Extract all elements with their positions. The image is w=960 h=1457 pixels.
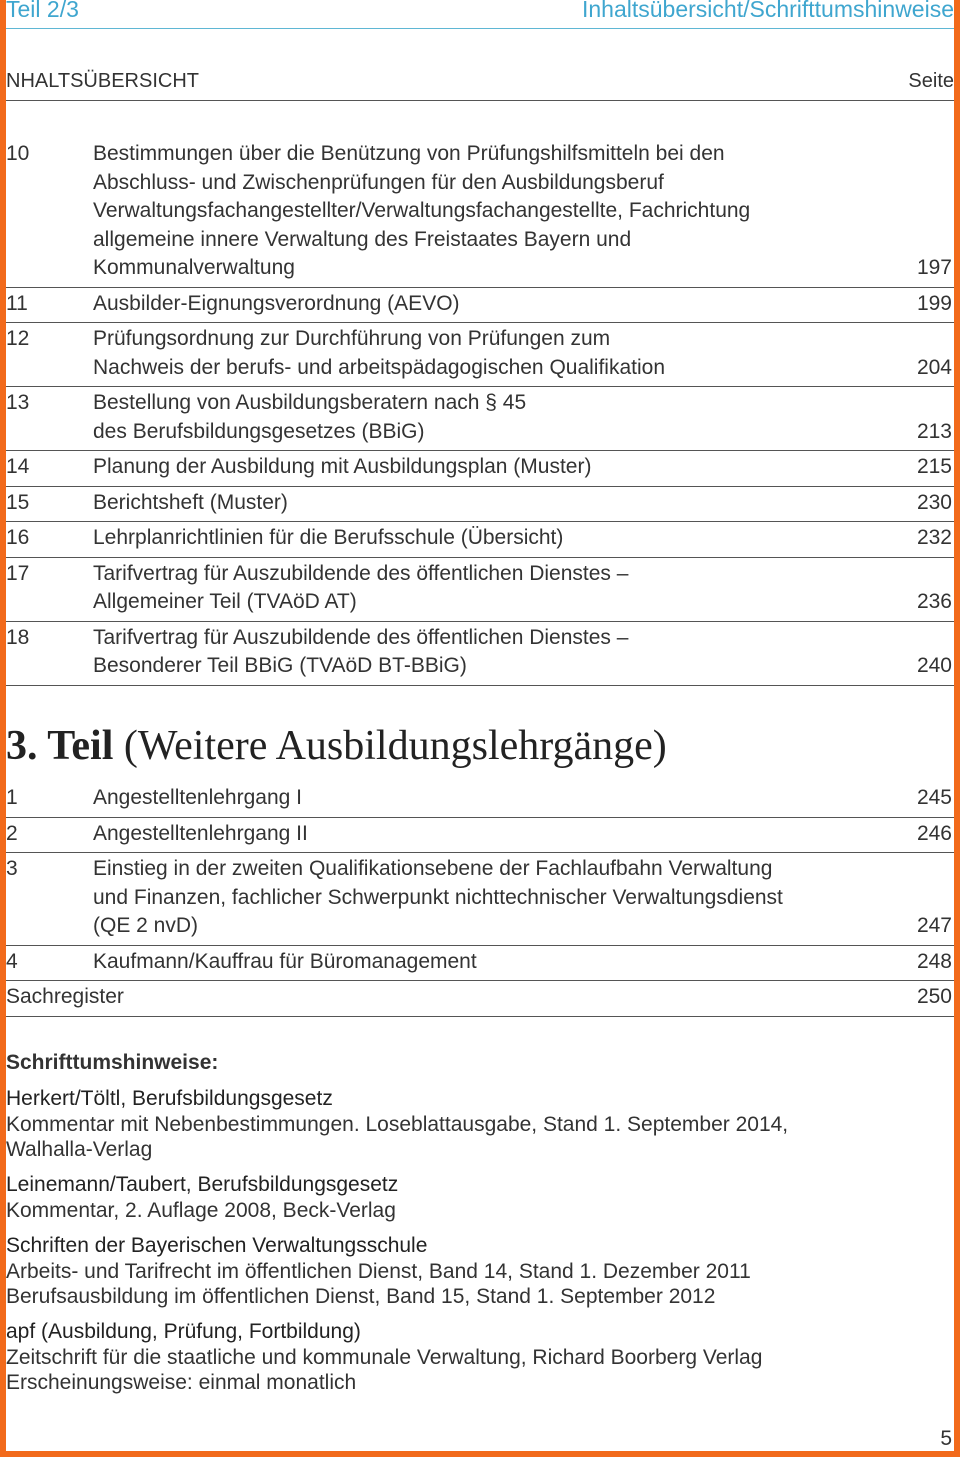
toc-entry-page: 215	[916, 455, 952, 478]
reference-item	[6, 1086, 954, 1162]
toc-row	[6, 487, 954, 523]
references-section	[6, 1050, 954, 1405]
reference-line: Berufsausbildung im öffentlichen Dienst, Band 15, Stand 1. September 2012	[6, 1285, 716, 1308]
toc-entry-line: Kaufmann/Kauffrau für Büromanagement	[93, 949, 477, 973]
toc-page-column-label: Seite	[908, 70, 954, 92]
toc-entry-line: Verwaltungsfachangestellter/Verwaltungsfachangestellte, Fachrichtung	[93, 199, 751, 222]
reference-title: Herkert/Töltl, Berufsbildungsgesetz	[6, 1087, 333, 1110]
toc-entry-line: Einstieg in der zweiten Qualifikationsebene der Fachlaufbahn Verwaltung	[93, 857, 773, 880]
reference-title: apf (Ausbildung, Prüfung, Fortbildung)	[6, 1320, 361, 1343]
toc-entry-line: Kommunalverwaltung	[93, 256, 295, 279]
toc-row	[6, 288, 954, 324]
toc-row	[6, 522, 954, 558]
header-right: Inhaltsübersicht/Schrifttumshinweise	[582, 0, 954, 22]
toc-entry-title	[93, 560, 884, 617]
toc-entry-number: 18	[6, 625, 30, 649]
toc-entry-page: 204	[916, 355, 952, 379]
toc-entry-page: 199	[916, 291, 952, 315]
toc-entry-title	[93, 948, 884, 977]
toc-entry-title	[93, 820, 884, 849]
references-heading: Schrifttumshinweise:	[6, 1051, 219, 1074]
toc-entry-number: 10	[6, 142, 30, 165]
toc-row	[6, 853, 954, 946]
toc-row	[6, 622, 954, 686]
part-title-text: (Weitere Ausbildungslehrgänge)	[113, 723, 667, 769]
toc-entry-line: Bestellung von Ausbildungsberatern nach § 45	[93, 391, 527, 414]
toc-entry-page: 246	[916, 821, 952, 845]
toc-entry-title	[93, 140, 884, 283]
reference-line: Zeitschrift für die staatliche und kommunale Verwaltung, Richard Boorberg Verlag	[6, 1346, 763, 1369]
toc-entry-line: des Berufsbildungsgesetzes (BBiG)	[93, 419, 425, 443]
toc-entry-page: 197	[916, 256, 952, 279]
toc-row	[6, 558, 954, 622]
reference-line: Kommentar mit Nebenbestimmungen. Loseblattausgabe, Stand 1. September 2014,	[6, 1113, 789, 1136]
toc-entry-line: Planung der Ausbildung mit Ausbildungsplan (Muster)	[93, 455, 592, 478]
toc-entry-page: 248	[916, 949, 952, 973]
reference-item	[6, 1233, 954, 1309]
part-title-number: 3. Teil	[6, 723, 114, 769]
page-number: 5	[940, 1427, 952, 1450]
toc-row	[6, 387, 954, 451]
toc-entry-page: 250	[916, 985, 952, 1008]
toc-entry-title	[93, 290, 884, 319]
toc-row	[6, 782, 954, 818]
toc-part2	[6, 138, 954, 686]
toc-entry-line: Bestimmungen über die Benützung von Prüfungshilfsmitteln bei den	[93, 142, 725, 165]
reference-title: Schriften der Bayerischen Verwaltungsschule	[6, 1234, 428, 1257]
toc-entry-line: Prüfungsordnung zur Durchführung von Prüfungen zum	[93, 327, 611, 350]
toc-entry-title	[93, 624, 884, 681]
reference-line: Erscheinungsweise: einmal monatlich	[6, 1371, 357, 1394]
document-page	[6, 0, 954, 1451]
toc-entry-title	[93, 389, 884, 446]
toc-entry-number: 4	[6, 949, 18, 973]
toc-entry-number: 3	[6, 857, 18, 880]
toc-entry-page: 213	[916, 419, 952, 443]
toc-entry-line: (QE 2 nvD)	[93, 914, 199, 937]
reference-line: Walhalla-Verlag	[6, 1138, 153, 1161]
toc-entry-title	[93, 453, 884, 482]
toc-entry-title	[93, 489, 884, 518]
toc-entry-number: 13	[6, 391, 30, 414]
part-title	[6, 722, 667, 770]
toc-entry-line: Tarifvertrag für Auszubildende des öffentlichen Dienstes –	[93, 561, 629, 585]
toc-entry-page: 236	[916, 590, 952, 613]
toc-entry-number: 11	[6, 291, 28, 315]
toc-entry-number: 12	[6, 327, 30, 350]
toc-entry-number: 17	[6, 561, 30, 585]
toc-entry-number: 2	[6, 821, 18, 845]
reference-line: Arbeits- und Tarifrecht im öffentlichen Dienst, Band 14, Stand 1. Dezember 2011	[6, 1260, 751, 1283]
toc-entry-title	[93, 855, 884, 941]
toc-entry-title	[93, 524, 884, 553]
toc-entry-line: Tarifvertrag für Auszubildende des öffentlichen Dienstes –	[93, 625, 629, 649]
reference-item	[6, 1172, 954, 1223]
toc-entry-line: und Finanzen, fachlicher Schwerpunkt nichttechnischer Verwaltungsdienst	[93, 885, 783, 909]
reference-item	[6, 1319, 954, 1395]
toc-entry-line: Allgemeiner Teil (TVAöD AT)	[93, 590, 357, 613]
toc-row	[6, 946, 954, 982]
header-left: Teil 2/3	[6, 0, 79, 22]
toc-header	[6, 70, 954, 101]
toc-entry-line: Angestelltenlehrgang I	[93, 786, 302, 809]
toc-entry-title	[93, 325, 884, 382]
toc-entry-line: Abschluss- und Zwischenprüfungen für den Ausbildungsberuf	[93, 170, 664, 194]
toc-entry-page: 230	[916, 490, 952, 514]
toc-row	[6, 818, 954, 854]
toc-entry-line: Lehrplanrichtlinien für die Berufsschule (Übersicht)	[93, 526, 564, 549]
toc-entry-page: 247	[916, 914, 952, 937]
toc-entry-line: Sachregister	[6, 985, 124, 1008]
toc-sachregister-row	[6, 981, 954, 1017]
toc-title: NHALTSÜBERSICHT	[6, 70, 199, 92]
toc-entry-line: Nachweis der berufs- und arbeitspädagogischen Qualifikation	[93, 355, 666, 379]
reference-line: Kommentar, 2. Auflage 2008, Beck-Verlag	[6, 1199, 396, 1222]
toc-entry-title	[93, 784, 884, 813]
toc-entry-line: Besonderer Teil BBiG (TVAöD BT-BBiG)	[93, 654, 467, 677]
toc-entry-page: 245	[916, 786, 952, 809]
toc-row	[6, 138, 954, 288]
toc-entry-page: 232	[916, 526, 952, 549]
toc-entry-line: Angestelltenlehrgang II	[93, 821, 308, 845]
toc-row	[6, 451, 954, 487]
toc-entry-line: allgemeine innere Verwaltung des Freistaates Bayern und	[93, 227, 632, 251]
reference-title: Leinemann/Taubert, Berufsbildungsgesetz	[6, 1173, 399, 1196]
toc-entry-number: 16	[6, 526, 30, 549]
toc-entry-number: 15	[6, 490, 30, 514]
running-header	[6, 0, 954, 29]
toc-row	[6, 323, 954, 387]
toc-entry-line: Ausbilder-Eignungsverordnung (AEVO)	[93, 291, 460, 315]
toc-entry-number: 1	[6, 786, 18, 809]
toc-entry-title	[6, 983, 884, 1012]
toc-entry-number: 14	[6, 455, 30, 478]
toc-entry-page: 240	[916, 654, 952, 677]
toc-entry-line: Berichtsheft (Muster)	[93, 490, 288, 514]
toc-part3	[6, 782, 954, 1017]
